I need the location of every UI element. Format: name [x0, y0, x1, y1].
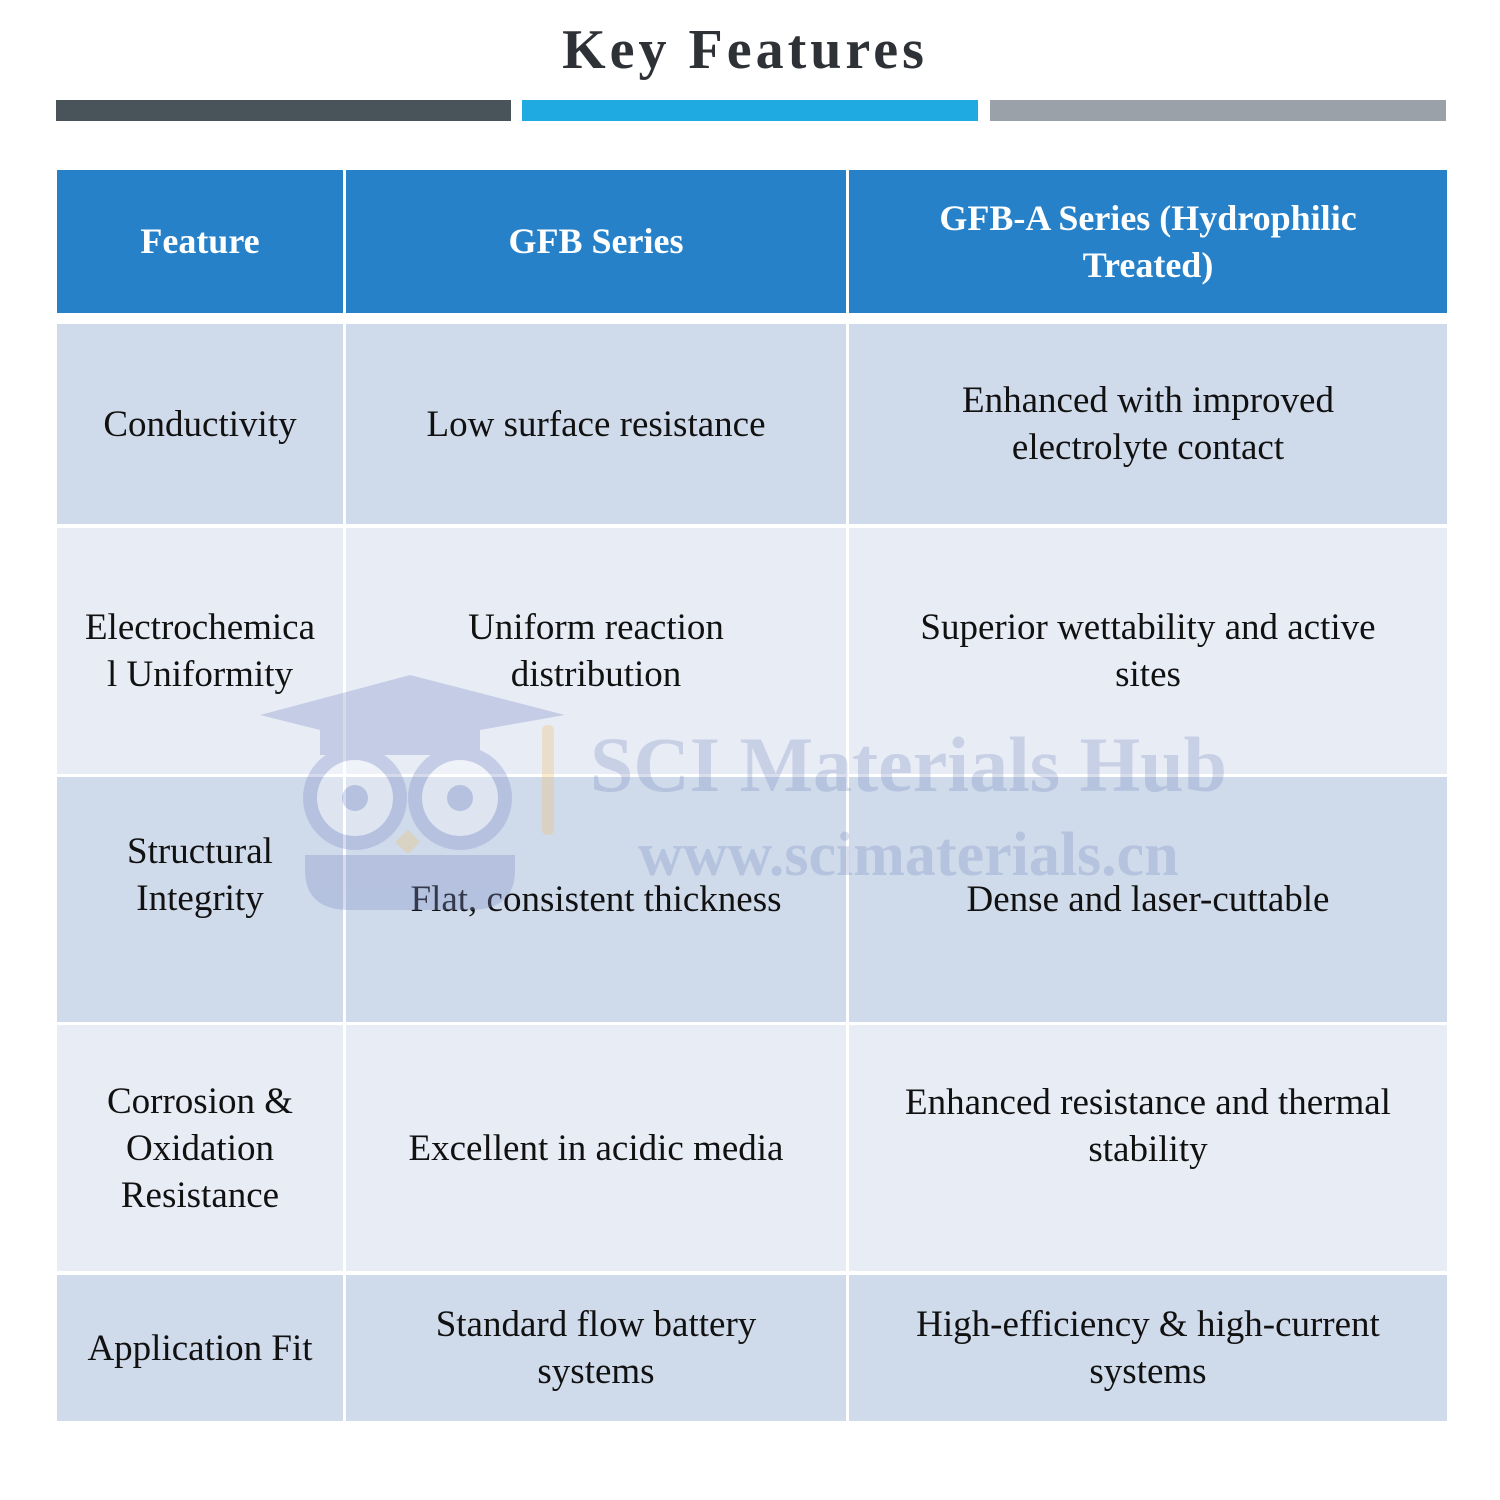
gfb-cell: Flat, consistent thickness: [346, 777, 846, 1022]
table-row: [57, 324, 1447, 524]
watermark-url: www.scimaterials.cn: [638, 821, 1179, 889]
table-row: [57, 1275, 1447, 1421]
feature-cell: Electrochemical Uniformity: [57, 528, 343, 774]
gfba-cell: Superior wettability and active sites: [849, 528, 1447, 774]
table-row: [57, 777, 1447, 1022]
accent-bar-gray: [990, 100, 1446, 121]
accent-bar-dark: [56, 100, 511, 121]
gfb-cell: Excellent in acidic media: [346, 1025, 846, 1271]
feature-cell: Application Fit: [57, 1275, 343, 1421]
watermark-name: SCI Materials Hub: [590, 721, 1228, 808]
feature-cell: Conductivity: [57, 324, 343, 524]
table-header-row: [57, 170, 1447, 313]
feature-cell: Structural Integrity: [57, 777, 343, 1022]
table-row: [57, 1025, 1447, 1271]
page-title: Key Features: [562, 19, 928, 81]
header-gfb-series: GFB Series: [346, 170, 846, 313]
header-gfba-series: GFB-A Series (Hydrophilic Treated): [849, 170, 1447, 313]
gfba-cell: Dense and laser-cuttable: [849, 777, 1447, 1022]
feature-cell: Corrosion & Oxidation Resistance: [57, 1025, 343, 1271]
gfba-cell: Enhanced resistance and thermal stability: [849, 1025, 1447, 1271]
gfb-cell: Low surface resistance: [346, 324, 846, 524]
gfba-cell: High-efficiency & high-current systems: [849, 1275, 1447, 1421]
gfba-cell: Enhanced with improved electrolyte contact: [849, 324, 1447, 524]
accent-bar-blue: [522, 100, 978, 121]
gfb-cell: Standard flow battery systems: [346, 1275, 846, 1421]
table-row: [57, 528, 1447, 774]
header-feature: Feature: [57, 170, 343, 313]
gfb-cell: Uniform reaction distribution: [346, 528, 846, 774]
